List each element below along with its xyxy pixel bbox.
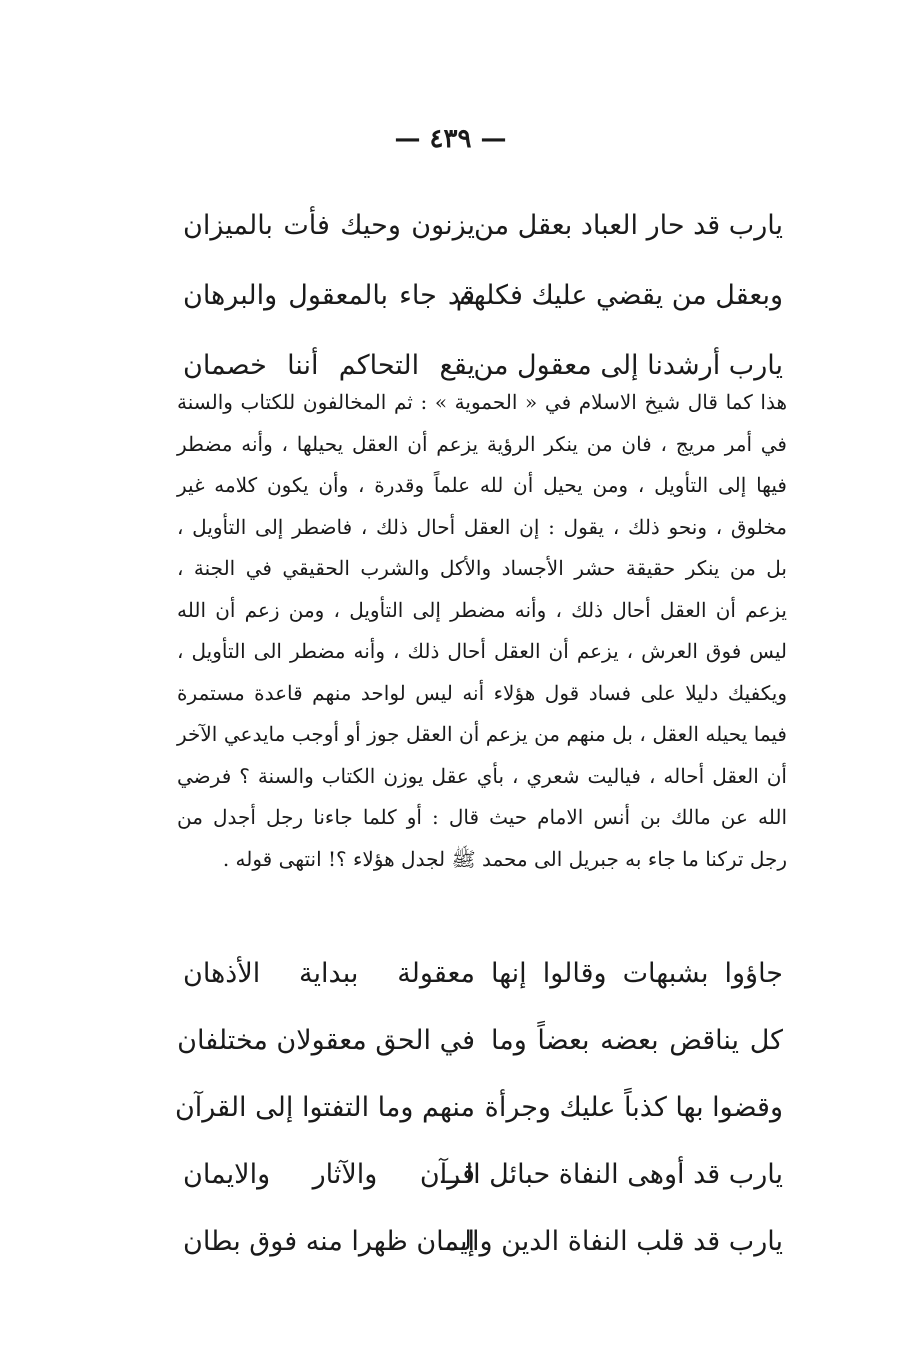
- verse-first-hemistich: يارب قد قلب النفاة الدين والـــ: [440, 1226, 783, 1257]
- verse-second-hemistich: قرآن والآثار والايمان: [183, 1159, 475, 1190]
- verse-first-hemistich: يارب أرشدنا إلى معقول من: [473, 349, 783, 381]
- prose-line: ويكفيك دليلا على فساد قول هؤلاء أنه ليس لواحد منهم قاعدة مستمرة: [177, 680, 787, 705]
- page-number: — ٤٣٩ —: [394, 124, 507, 154]
- verse-line: [183, 190, 783, 260]
- verse-line: [183, 1208, 783, 1275]
- verse-line: [183, 940, 783, 1007]
- verse-first-hemistich: وقضوا بها كذباً عليك وجرأة: [484, 1092, 783, 1123]
- verse-line: [183, 1141, 783, 1208]
- verse-second-hemistich: في الحق معقولان مختلفان: [177, 1025, 475, 1056]
- verse-second-hemistich: منهم وما التفتوا إلى القرآن: [174, 1092, 475, 1123]
- prose-line: في أمر مريج ، فان من ينكر الرؤية يزعم أن العقل يحيلها ، وأنه مضطر: [177, 431, 787, 456]
- verse-second-hemistich: يزنون وحيك فأت بالميزان: [183, 209, 475, 241]
- poem-verses-bottom: [174, 940, 783, 1275]
- commentary-paragraph: [177, 382, 787, 880]
- verse-second-hemistich: إيمان ظهرا منه فوق بطان: [183, 1226, 475, 1257]
- verse-second-hemistich: معقولة ببداية الأذهان: [183, 958, 475, 989]
- verse-line: [183, 260, 783, 330]
- prose-line: بل من ينكر حقيقة حشر الأجساد والأكل والشرب الحقيقي في الجنة ،: [177, 556, 787, 580]
- prose-line: مخلوق ، ونحو ذلك ، يقول : إن العقل أحال ذلك ، فاضطر إلى التأويل ،: [177, 514, 787, 539]
- prose-line: فيها إلى التأويل ، ومن يحيل أن لله علماً وقدرة ، وأن يكون كلامه غير: [177, 473, 787, 497]
- verse-first-hemistich: كل يناقض بعضه بعضاً وما: [491, 1025, 783, 1056]
- prose-line: يزعم أن العقل أحال ذلك ، وأنه مضطر إلى التأويل ، ومن زعم أن الله: [177, 597, 787, 622]
- verse-first-hemistich: وبعقل من يقضي عليك فكلهم: [455, 279, 783, 311]
- prose-line: هذا كما قال شيخ الاسلام في « الحموية » : ثم المخالفون للكتاب والسنة: [177, 390, 787, 414]
- verse-line: [174, 1074, 783, 1141]
- poem-verses-top: [183, 190, 783, 400]
- prose-line: الله عن مالك بن أنس الامام حيث قال : أو كلما جاءنا رجل أجدل من: [177, 805, 787, 829]
- verse-second-hemistich: يقع التحاكم أننا خصمان: [183, 349, 475, 381]
- verse-second-hemistich: قد جاء بالمعقول والبرهان: [183, 279, 475, 311]
- verse-line: [177, 1007, 783, 1074]
- verse-first-hemistich: يارب قد حار العباد بعقل من: [474, 209, 783, 241]
- verse-first-hemistich: جاؤوا بشبهات وقالوا إنها: [491, 958, 783, 989]
- verse-first-hemistich: يارب قد أوهى النفاة حبائل الـــ: [441, 1159, 783, 1190]
- prose-line: أن العقل أحاله ، فياليت شعري ، بأي عقل يوزن الكتاب والسنة ؟ فرضي: [177, 763, 787, 788]
- prose-line: ليس فوق العرش ، يزعم أن العقل أحال ذلك ، وأنه مضطر الى التأويل ،: [177, 639, 787, 663]
- prose-line: فيما يحيله العقل ، بل منهم من يزعم أن العقل جوز أو أوجب مايدعي الآخر: [177, 722, 787, 746]
- prose-line: رجل تركنا ما جاء به جبريل الى محمد ﷺ لجدل هؤلاء ؟! انتهى قوله .: [222, 846, 787, 871]
